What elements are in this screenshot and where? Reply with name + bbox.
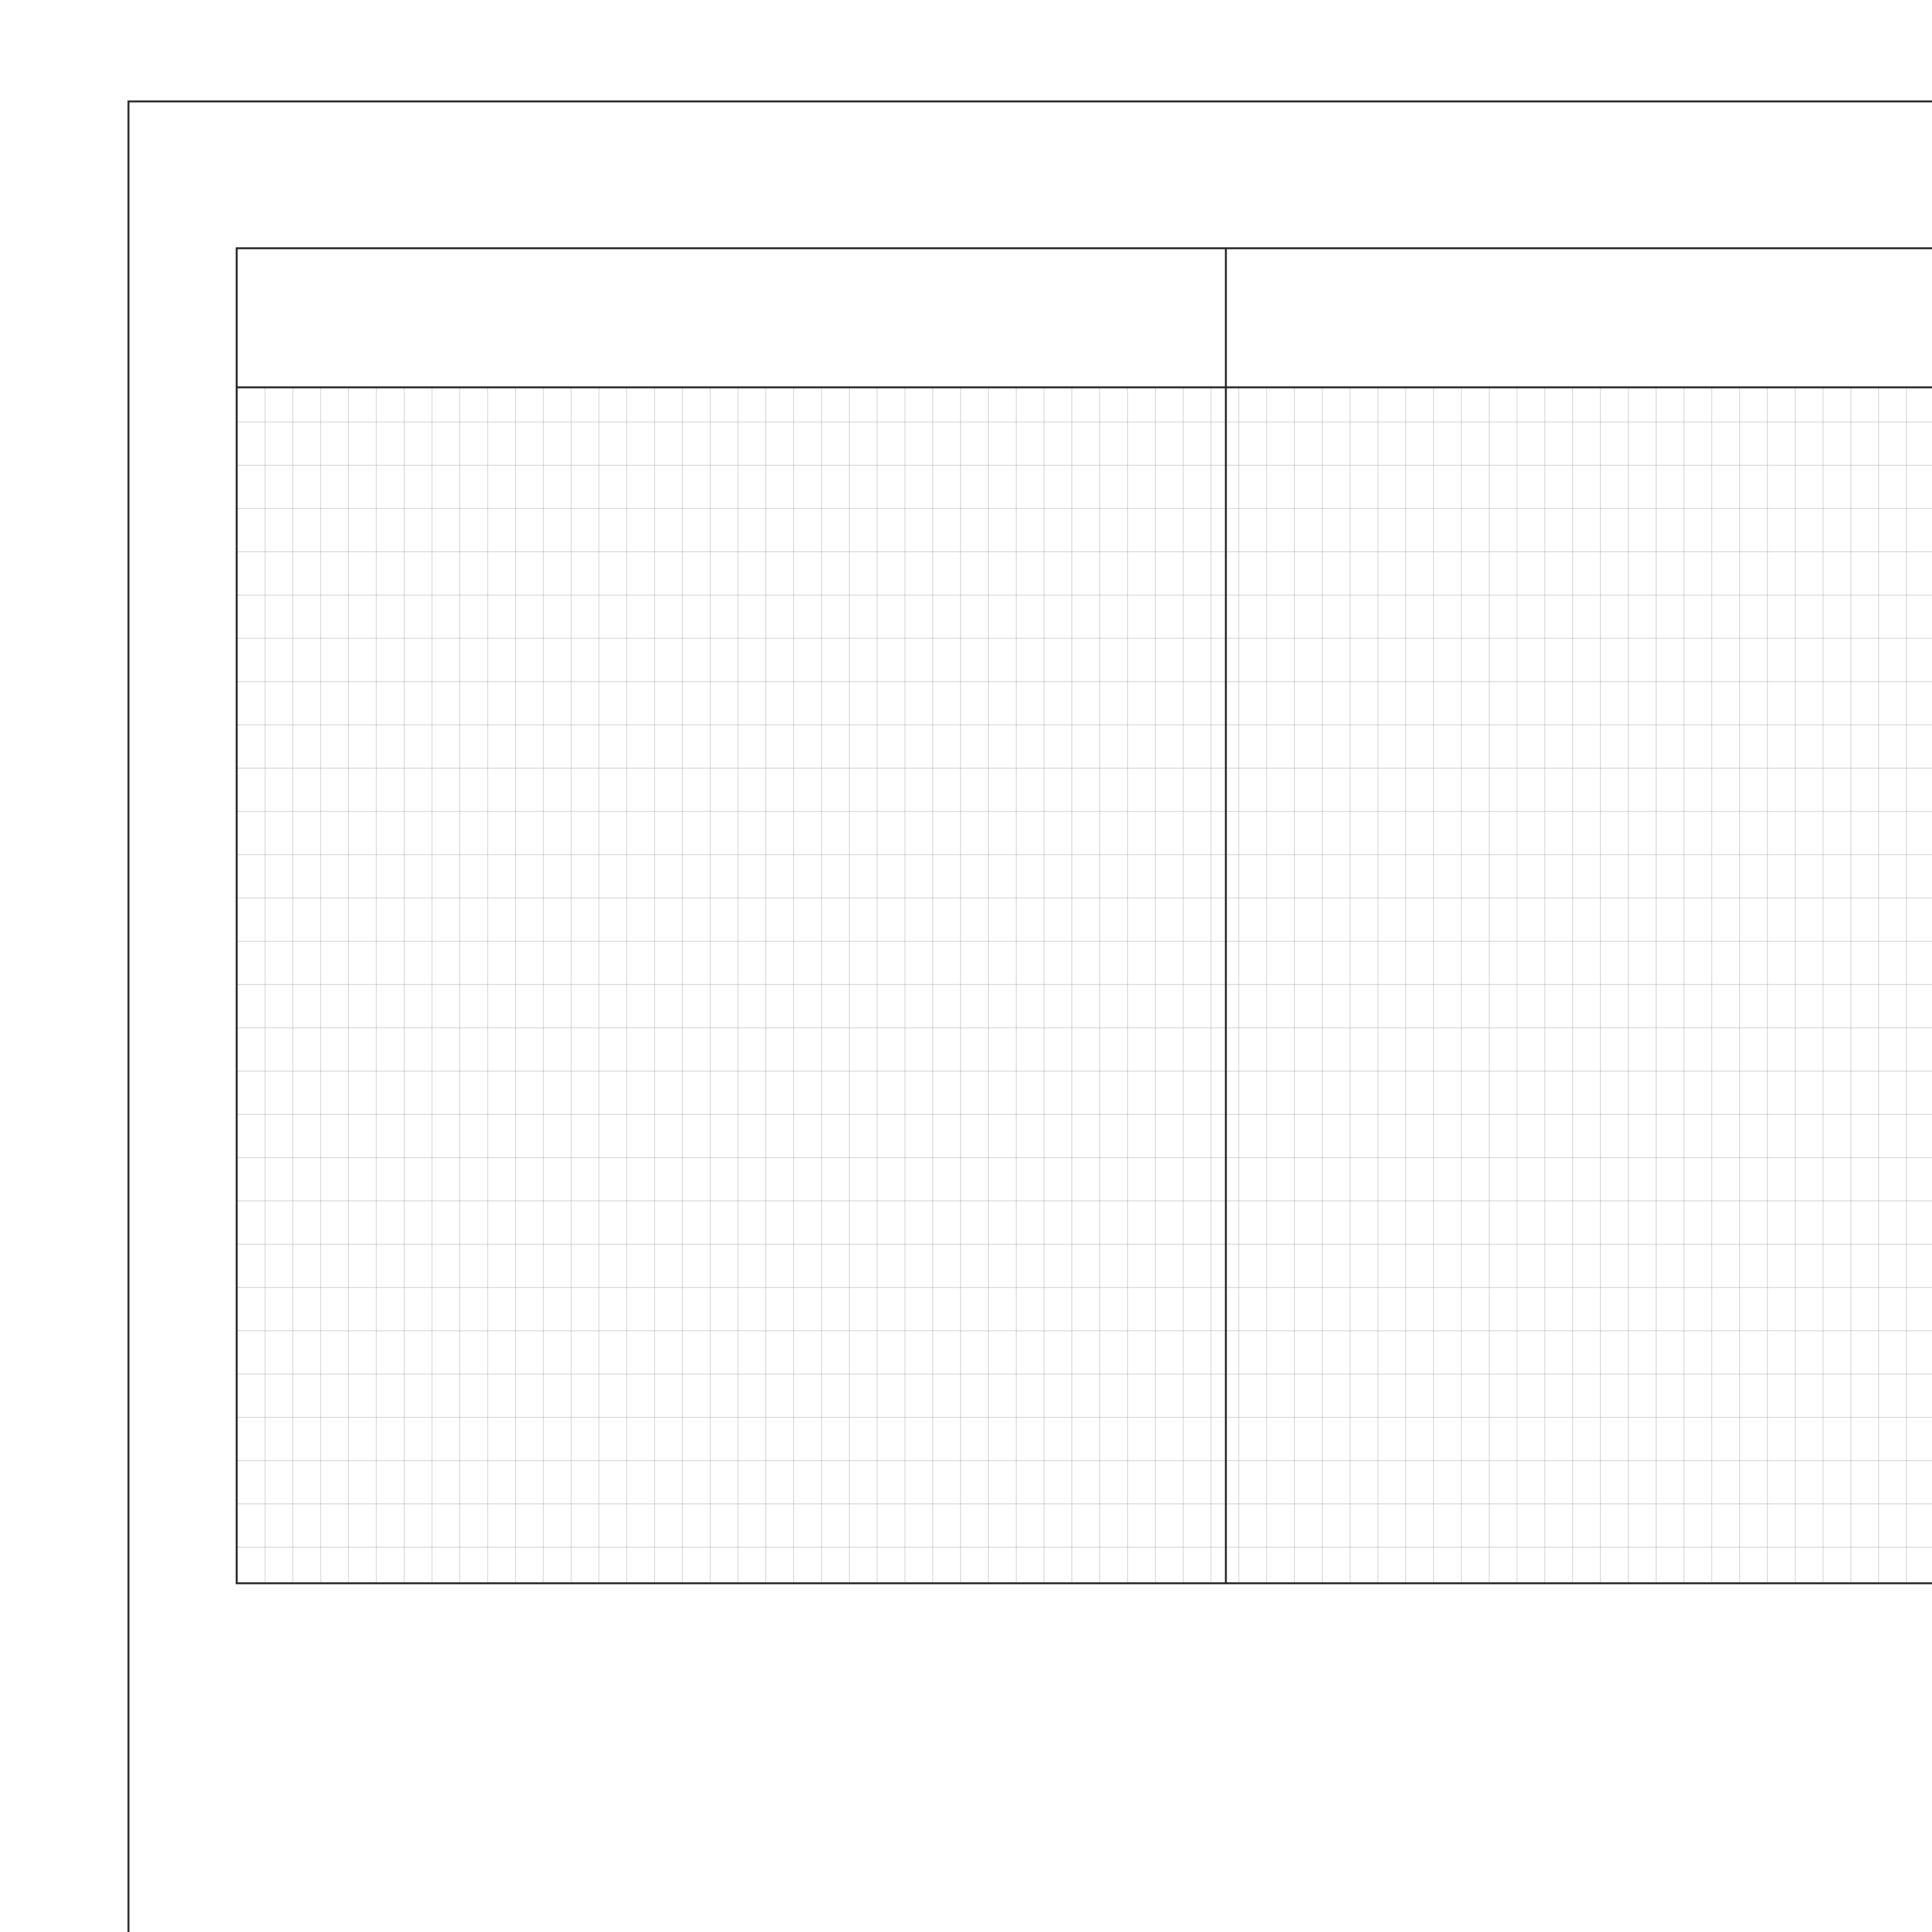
work-description-columns xyxy=(238,249,1227,1582)
work-schedule-table xyxy=(236,247,1932,1584)
gantt-schedule-area xyxy=(1227,249,1932,1582)
